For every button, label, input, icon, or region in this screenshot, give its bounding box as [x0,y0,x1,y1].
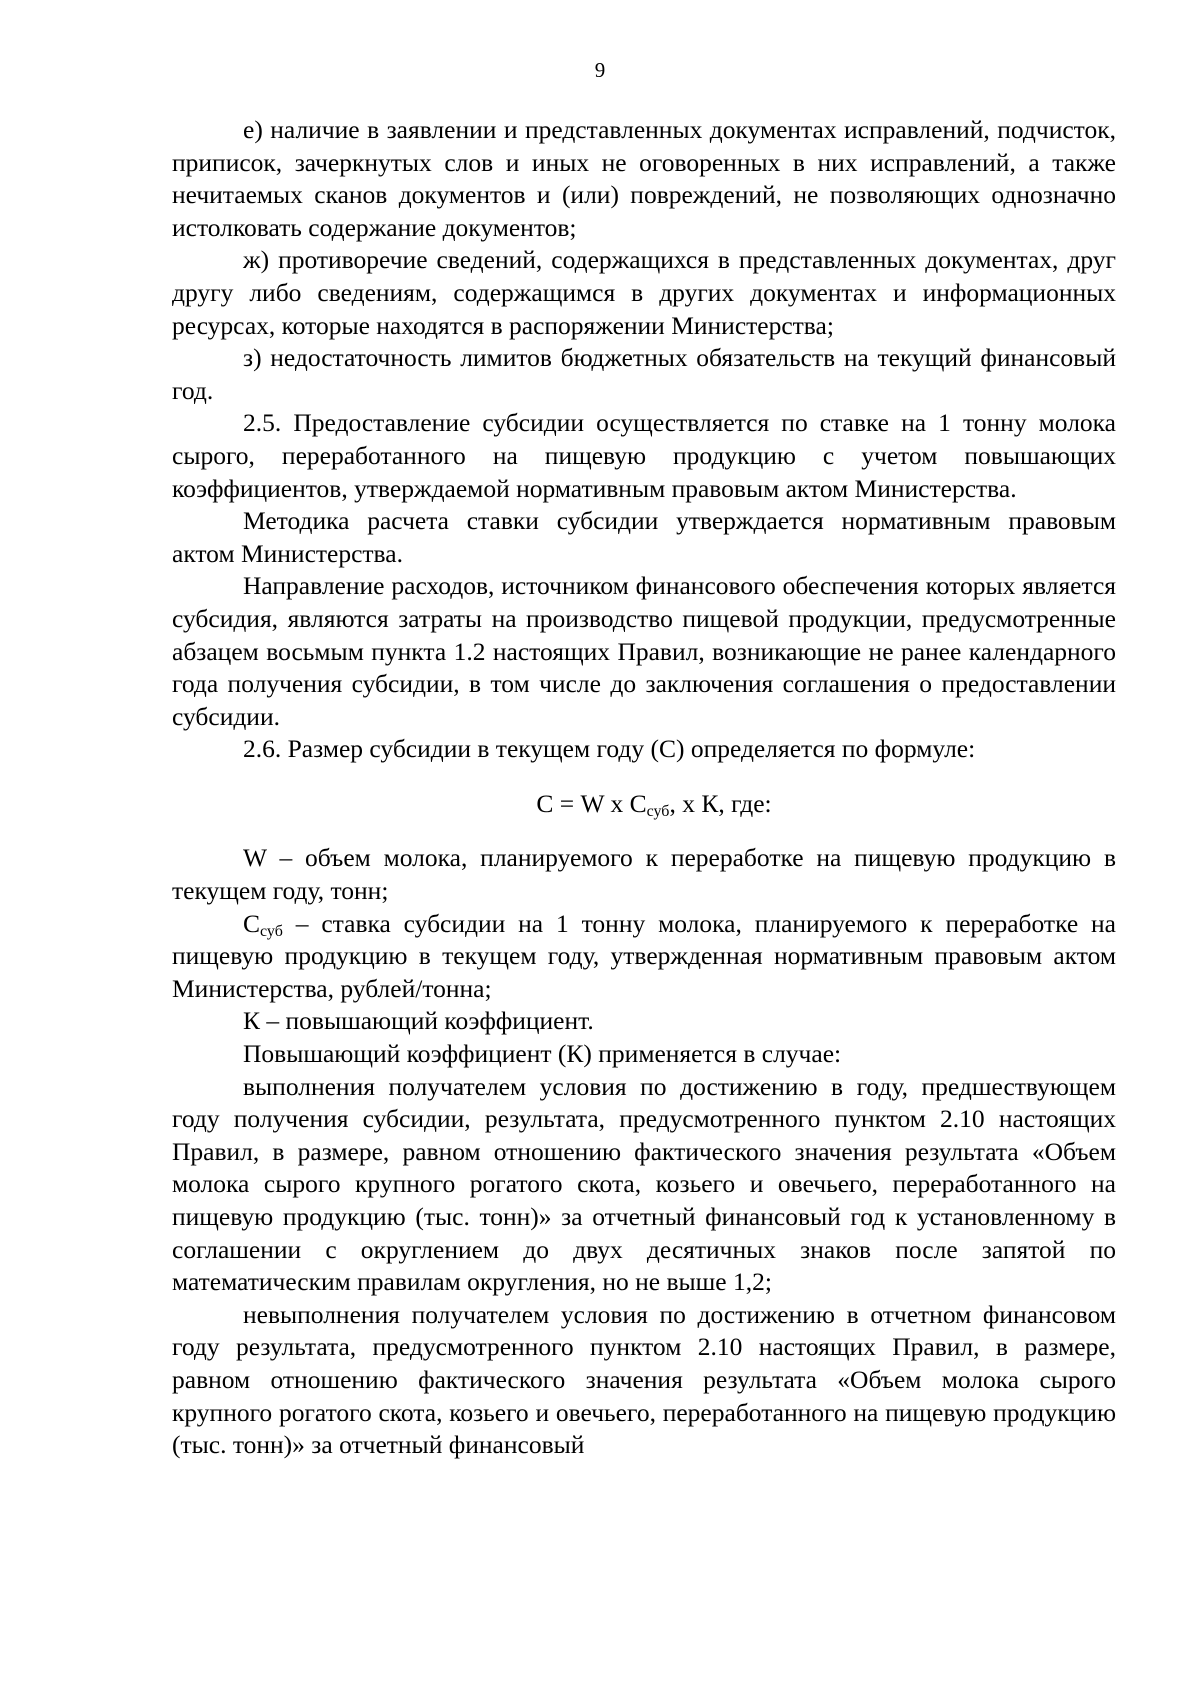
paragraph-methodology: Методика расчета ставки субсидии утверждается нормативным правовым актом Министерства. [172,506,1116,568]
page-number: 9 [594,58,606,82]
paragraph-expense-direction: Направление расходов, источником финансового обеспечения которых является субсидия, являются затраты на производство пищевой продукции, предусмотренные абзацем восьмым пункта 1.2 настоящих Правил, возникающие не ранее календарного года получения субсидии, в том числе до заключения соглашения о предоставлении субсидии. [172,571,1116,731]
formula-main: С = W x С [536,788,647,818]
c-symbol: С [243,908,261,938]
formula-tail: , х К, где: [669,788,772,818]
paragraph-zh: ж) противоречие сведений, содержащихся в представленных документах, друг другу либо сведениям, содержащимся в других документах и информационных ресурсах, которые находятся в распоряжении Министерства; [172,245,1116,340]
paragraph-z: з) недостаточность лимитов бюджетных обязательств на текущий финансовый год. [172,343,1116,405]
paragraph-2-5: 2.5. Предоставление субсидии осуществляется по ставке на 1 тонну молока сырого, переработанного на пищевую продукцию с учетом повышающих коэффициентов, утверждаемой нормативным правовым актом Министерства. [172,408,1116,503]
paragraph-coefficient-intro: Повышающий коэффициент (К) применяется в случае: [243,1039,842,1069]
c-subscript: суб [260,922,283,940]
definition-c-sub [172,908,1116,1006]
subsidy-formula [172,788,1116,821]
paragraph-2-6: 2.6. Размер субсидии в текущем году (С) определяется по формуле: [243,734,976,764]
paragraph-fulfillment: выполнения получателем условия по достижению в году, предшествующем году получения субсидии, результата, предусмотренного пунктом 2.10 настоящих Правил, в размере, равном отношению фактического значения результата «Объем молока сырого крупного рогатого скота, козьего и овечьего, переработанного на пищевую продукцию (тыс. тонн)» за отчетный финансовый год к установленному в соглашении с округлением до двух десятичных знаков после запятой по математическим правилам округления, но не выше 1,2; [172,1071,1116,1297]
paragraph-non-fulfillment: невыполнения получателем условия по достижению в отчетном финансовом году результата, предусмотренного пунктом 2.10 настоящих Правил, в размере, равном отношению фактического значения результата «Объем молока сырого крупного рогатого скота, козьего и овечьего, переработанного на пищевую продукцию (тыс. тонн)» за отчетный финансовый [172,1299,1116,1460]
definition-w: W – объем молока, планируемого к переработке на пищевую продукцию в текущем году, тонн; [172,843,1116,906]
definition-k: К – повышающий коэффициент. [243,1006,594,1036]
paragraph-e: е) наличие в заявлении и представленных документах исправлений, подчисток, приписок, зачеркнутых слов и иных не оговоренных в них исправлений, а также нечитаемых сканов документов и (или) повреждений, не позволяющих однозначно истолковать содержание документов; [172,115,1116,242]
c-definition-text: – ставка субсидии на 1 тонну молока, планируемого к переработке на пищевую продукцию в текущем году, утвержденная нормативным правовым актом Министерства, рублей/тонна; [172,908,1116,1003]
formula-subscript: суб [646,802,670,820]
document-body [172,114,1116,1462]
